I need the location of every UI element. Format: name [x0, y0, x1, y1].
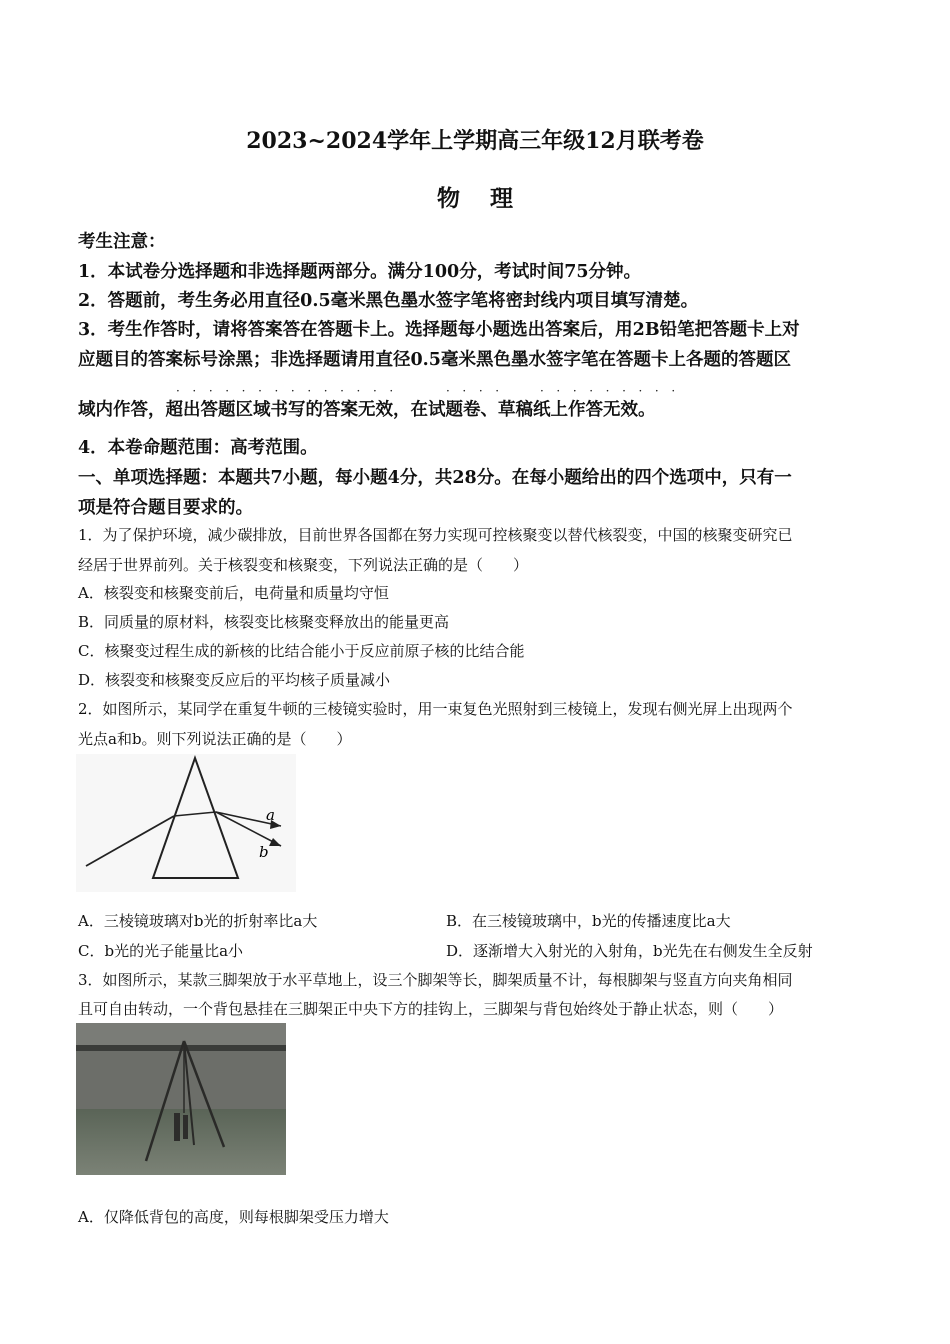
q2-stem-line-2: 光点a和b。则下列说法正确的是（ ） [78, 730, 352, 748]
notice-item-4: 4．本卷命题范围：高考范围。 [78, 438, 318, 458]
q1-option-b: B．同质量的原材料，核裂变比核聚变释放出的能量更高 [78, 613, 450, 631]
q2-option-d: D．逐渐增大入射光的入射角，b光先在右侧发生全反射 [446, 942, 813, 960]
exam-title: 2023~2024学年上学期高三年级12月联考卷 [246, 128, 704, 154]
q2-option-c: C．b光的光子能量比a小 [78, 942, 244, 960]
q2-stem-line-1: 2．如图所示，某同学在重复牛顿的三棱镜实验时，用一束复色光照射到三棱镜上，发现右侧光屏上出现两个 [78, 700, 793, 718]
section-heading-line-1: 一、单项选择题：本题共7小题，每小题4分，共28分。在每小题给出的四个选项中，只有一 [78, 468, 792, 488]
notice-item-3-line-1: 3．考生作答时，请将答案答在答题卡上。选择题每小题选出答案后，用2B铅笔把答题卡上对 [78, 320, 800, 340]
q1-stem-line-1: 1．为了保护环境，减少碳排放，目前世界各国都在努力实现可控核聚变以替代核裂变，中国的核聚变研究已 [78, 526, 793, 544]
q3-stem-line-1: 3．如图所示，某款三脚架放于水平草地上，设三个脚架等长，脚架质量不计，每根脚架与竖直方向夹角相同 [78, 971, 793, 989]
subject-title: 物理 [437, 185, 543, 212]
q2-option-b: B．在三棱镜玻璃中，b光的传播速度比a大 [446, 912, 731, 930]
emphasis-dots: ·············· [176, 384, 406, 398]
q3-stem-line-2: 且可自由转动，一个背包悬挂在三脚架正中央下方的挂钩上，三脚架与背包始终处于静止状态，则（ ） [78, 1000, 784, 1018]
q1-option-d: D．核裂变和核聚变反应后的平均核子质量减小 [78, 671, 391, 689]
ray-label-a: a [266, 806, 275, 824]
emphasis-dots: ···· [446, 384, 512, 398]
notice-heading: 考生注意： [78, 232, 166, 252]
prism-figure [76, 754, 296, 892]
notice-item-3-line-2: 应题目的答案标号涂黑；非选择题请用直径0.5毫米黑色墨水签字笔在答题卡上各题的答题区 [78, 350, 791, 370]
notice-item-1: 1．本试卷分选择题和非选择题两部分。满分100分，考试时间75分钟。 [78, 262, 642, 282]
ray-label-b: b [259, 843, 269, 861]
q1-option-c: C．核聚变过程生成的新核的比结合能小于反应前原子核的比结合能 [78, 642, 525, 660]
tripod-photo [76, 1023, 286, 1175]
emphasis-dots: ········· [540, 384, 688, 398]
notice-item-3-line-3: 域内作答，超出答题区域书写的答案无效，在试题卷、草稿纸上作答无效。 [78, 400, 656, 420]
notice-item-2: 2．答题前，考生务必用直径0.5毫米黑色墨水签字笔将密封线内项目填写清楚。 [78, 291, 699, 311]
q2-option-a: A．三棱镜玻璃对b光的折射率比a大 [78, 912, 318, 930]
q1-stem-line-2: 经居于世界前列。关于核裂变和核聚变，下列说法正确的是（ ） [78, 556, 529, 574]
q3-option-a: A．仅降低背包的高度，则每根脚架受压力增大 [78, 1208, 389, 1226]
section-heading-line-2: 项是符合题目要求的。 [78, 498, 253, 518]
q1-option-a: A．核裂变和核聚变前后，电荷量和质量均守恒 [78, 584, 389, 602]
